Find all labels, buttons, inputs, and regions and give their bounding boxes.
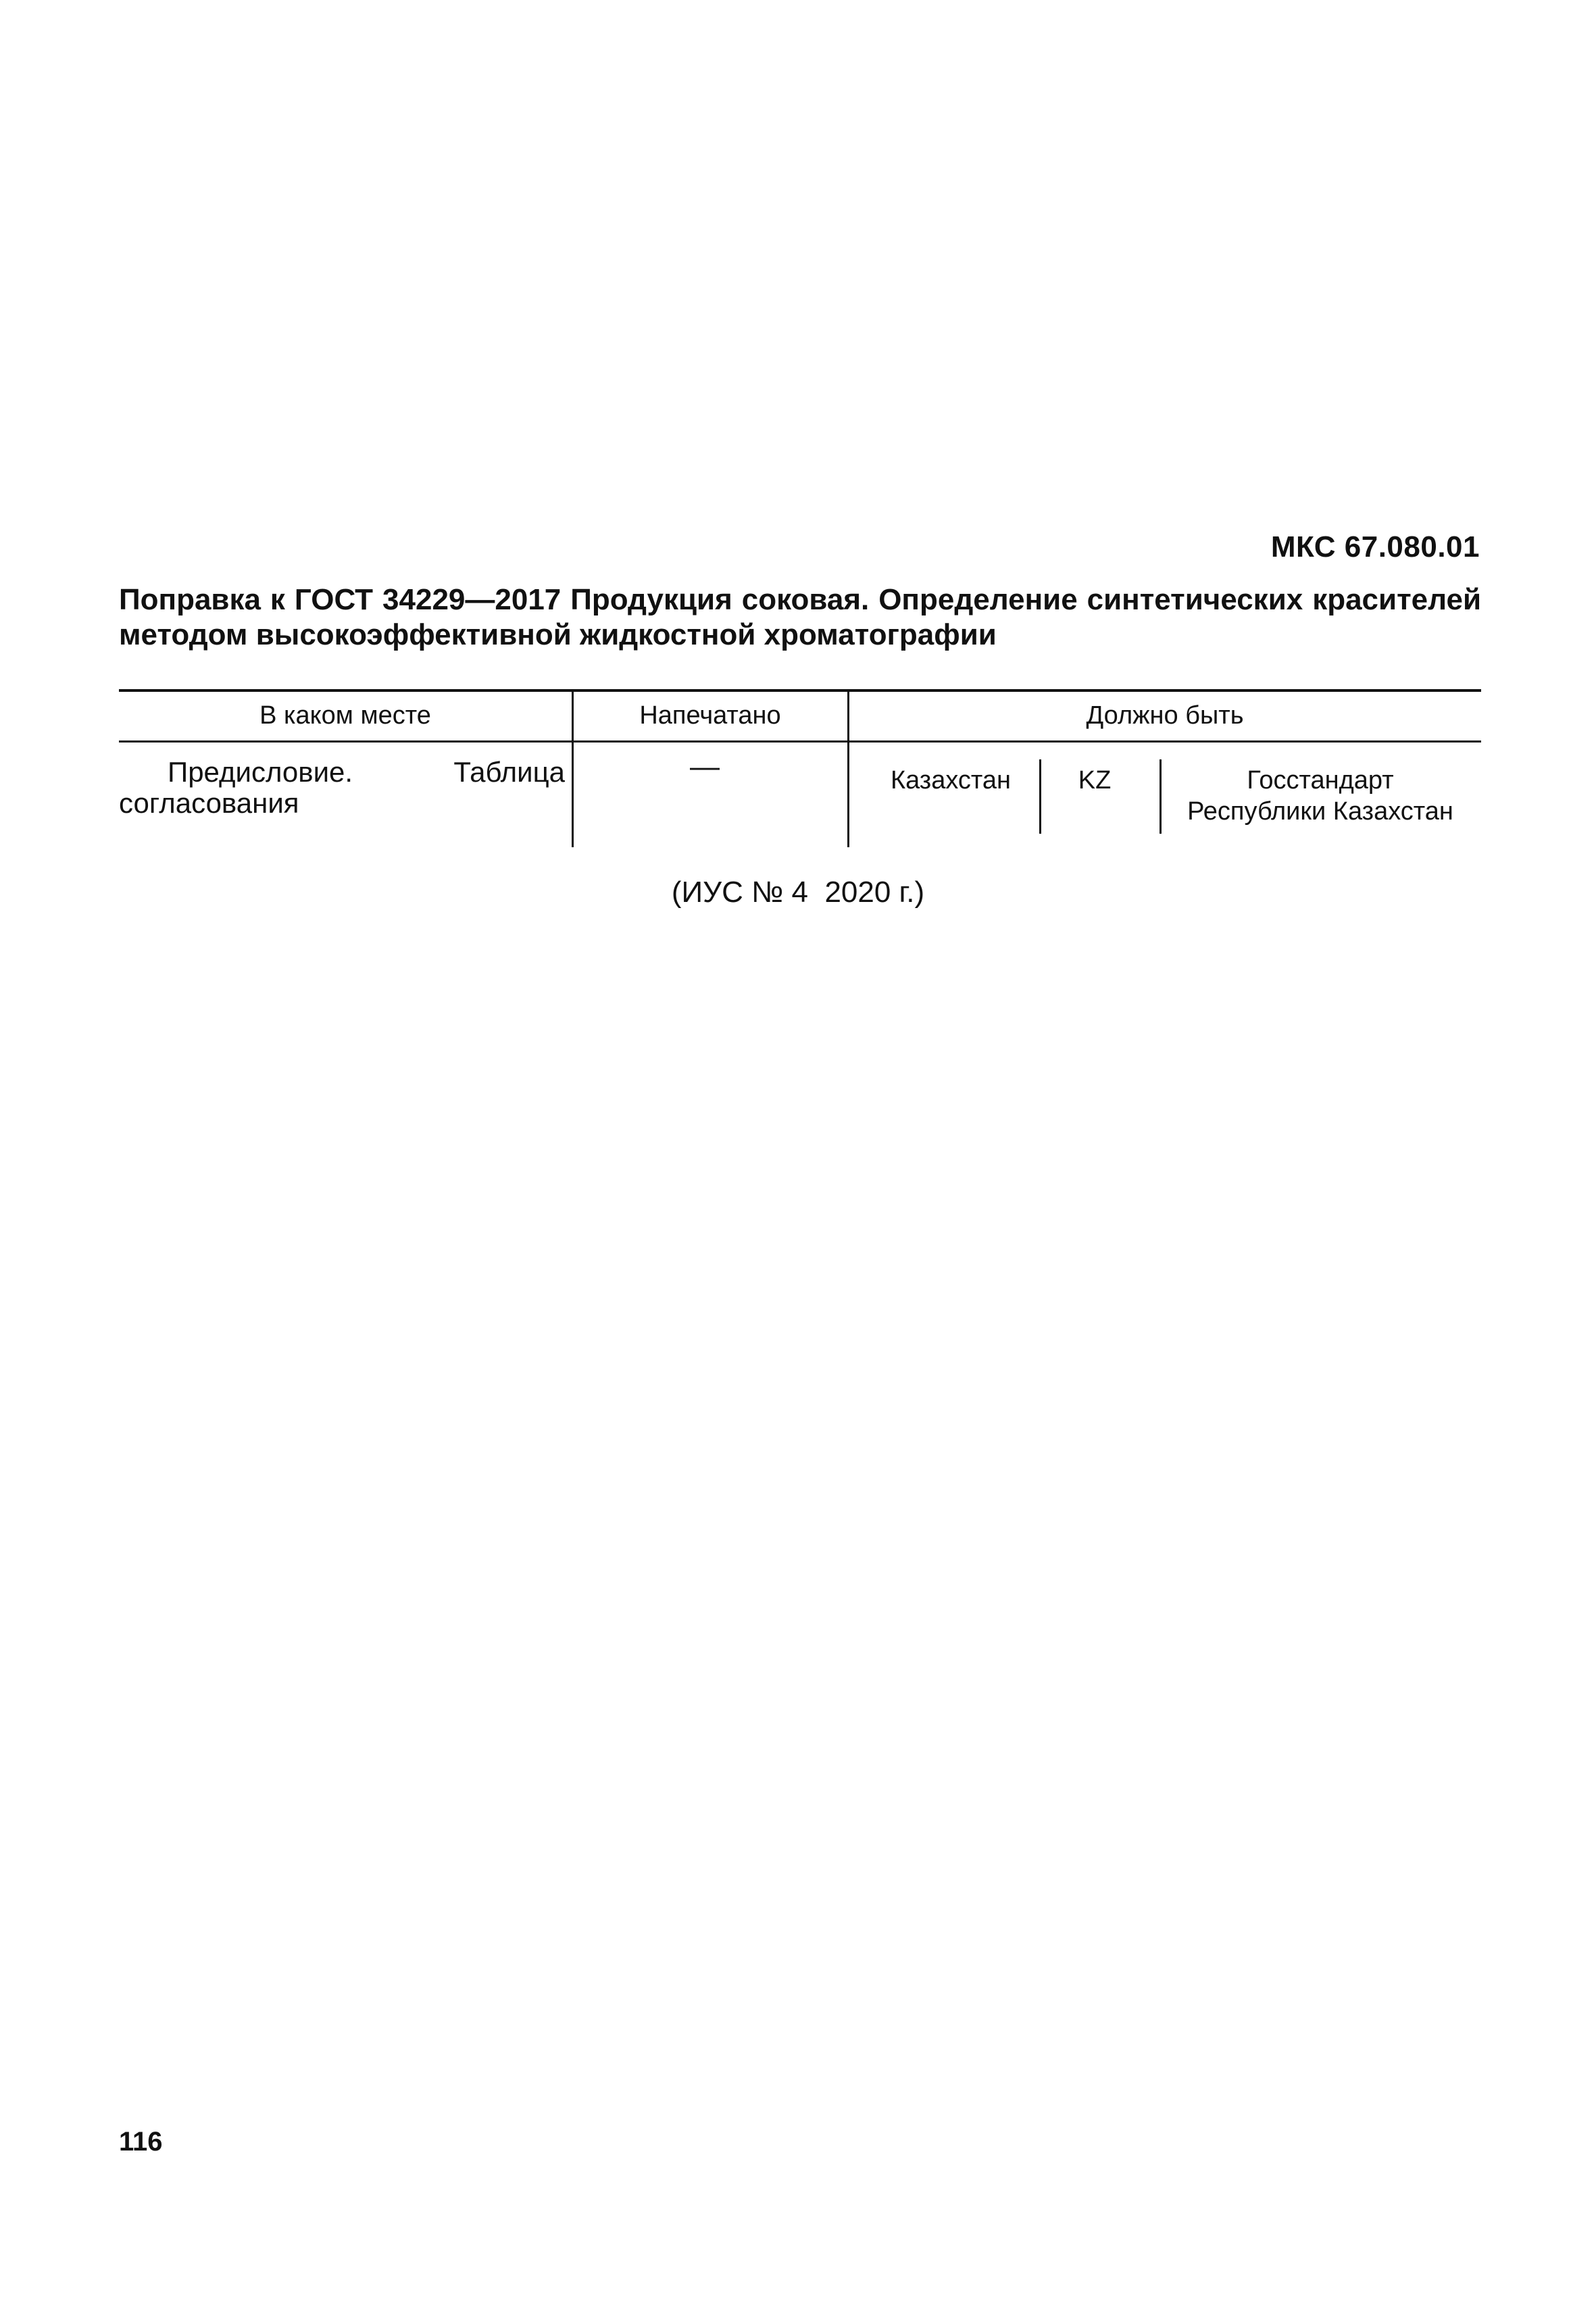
cell-printed: — [690, 750, 720, 783]
table-header-rule [119, 740, 1481, 743]
page-number: 116 [119, 2127, 163, 2157]
cell-agency [1159, 765, 1481, 827]
agency-line-1: Госстандарт [1247, 766, 1394, 795]
column-header-should-be: Должно быть [1086, 701, 1244, 730]
column-header-printed: Напечатано [639, 701, 781, 730]
source-note: (ИУС № 4 2020 г.) [671, 876, 925, 909]
document-title-line-2: методом высокоэффективной жидкостной хроматографии [119, 618, 997, 651]
document-title [119, 582, 1481, 653]
cell-country-code: KZ [1078, 766, 1112, 795]
corrections-table [119, 689, 1481, 845]
document-title-line-1: Поправка к ГОСТ 34229—2017 Продукция соковая. Определение синтетических красителей [119, 583, 1481, 616]
cell-country: Казахстан [890, 766, 1012, 795]
cell-place: Предисловие. Таблица согласования [119, 756, 565, 819]
agency-line-2: Республики Казахстан [1187, 797, 1453, 826]
classification-code: МКС 67.080.01 [1270, 530, 1480, 563]
table-top-rule [119, 689, 1481, 692]
column-header-place: В каком месте [259, 701, 431, 730]
